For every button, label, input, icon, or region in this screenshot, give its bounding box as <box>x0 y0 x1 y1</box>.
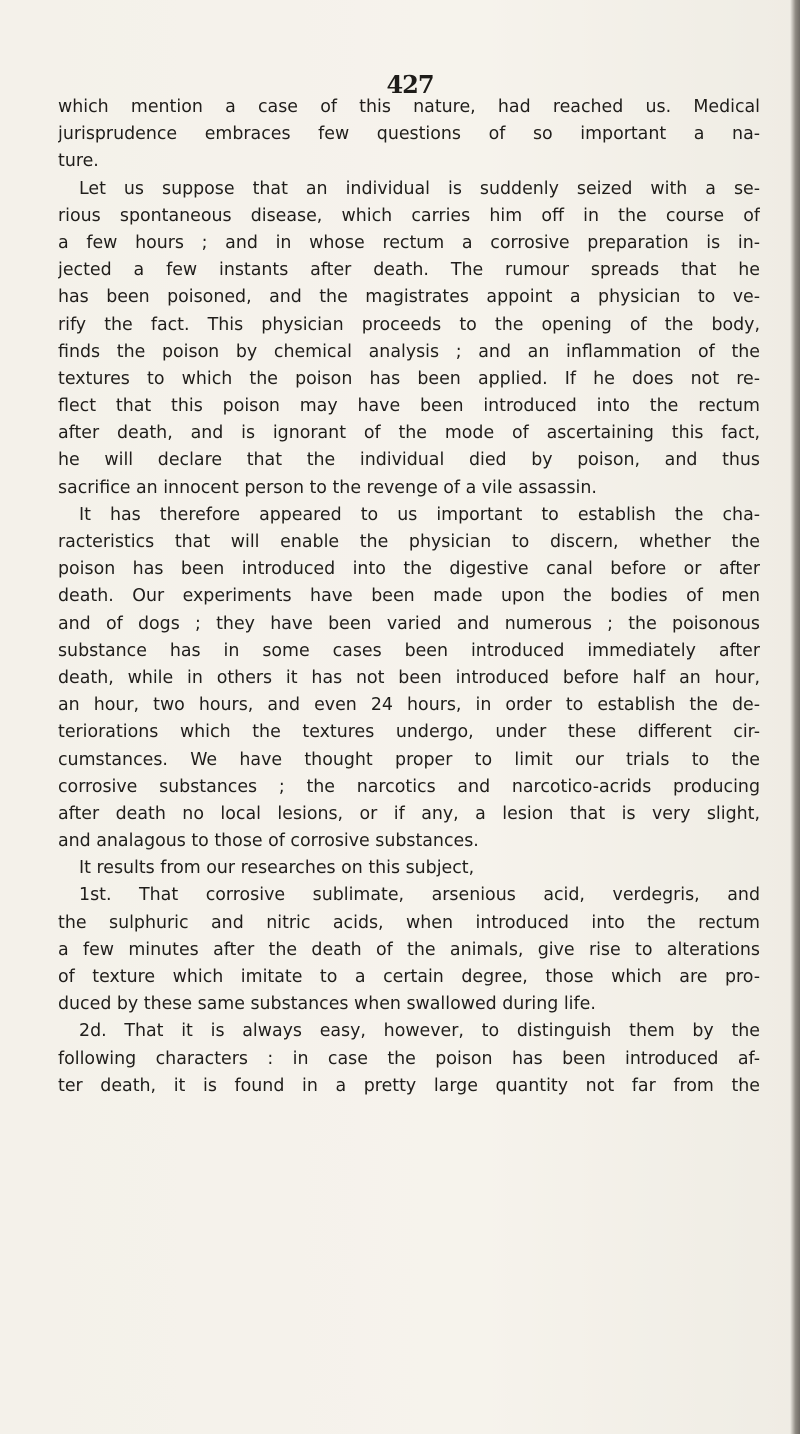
text-line: finds the poison by chemical analysis ; and an inflammation of the <box>58 341 760 362</box>
text-line: rious spontaneous disease, which carries him off in the course of <box>58 205 760 226</box>
text-line: ter death, it is found in a pretty large quantity not far from the <box>58 1075 760 1096</box>
body-text <box>58 94 760 1100</box>
text-line: cumstances. We have thought proper to limit our trials to the <box>58 749 760 770</box>
text-line: has been poisoned, and the magistrates appoint a physician to ve- <box>58 287 760 308</box>
text-line: which mention a case of this nature, had reached us. Medical <box>58 97 760 117</box>
text-line: a few minutes after the death of the animals, give rise to alterations <box>58 939 760 960</box>
text-line: sacrifice an innocent person to the revenge of a vile assassin. <box>58 477 597 498</box>
text-line: ture. <box>58 151 99 172</box>
text-line: of texture which imitate to a certain degree, those which are pro- <box>58 967 760 987</box>
text-line: rify the fact. This physician proceeds to the opening of the body, <box>58 314 760 335</box>
text-line: after death no local lesions, or if any, a lesion that is very slight, <box>58 803 760 824</box>
text-line: after death, and is ignorant of the mode of ascertaining this fact, <box>58 423 760 444</box>
text-line: jected a few instants after death. The rumour spreads that he <box>58 260 760 281</box>
text-line: poison has been introduced into the digestive canal before or after <box>58 559 760 580</box>
text-line: teriorations which the textures undergo, under these different cir- <box>58 722 760 743</box>
text-line: death. Our experiments have been made upon the bodies of men <box>58 586 760 607</box>
text-line: corrosive substances ; the narcotics and narcotico-acrids producing <box>58 776 760 797</box>
page-edge-shadow <box>790 0 800 1434</box>
page-number: 427 <box>386 70 434 99</box>
text-line: the sulphuric and nitric acids, when introduced into the rectum <box>58 912 760 933</box>
text-line: flect that this poison may have been introduced into the rectum <box>58 396 760 417</box>
text-line: 2d. That it is always easy, however, to distinguish them by the <box>79 1021 760 1042</box>
text-line: It results from our researches on this subject, <box>79 858 475 879</box>
text-line: 1st. That corrosive sublimate, arsenious acid, verdegris, and <box>79 885 760 906</box>
text-line: It has therefore appeared to us important to establish the cha- <box>79 504 760 525</box>
text-line: duced by these same substances when swallowed during life. <box>58 994 596 1015</box>
text-line: following characters : in case the poison has been introduced af- <box>58 1048 760 1069</box>
text-line: textures to which the poison has been applied. If he does not re- <box>58 368 760 389</box>
text-line: jurisprudence embraces few questions of so important a na- <box>58 124 760 145</box>
text-line: he will declare that the individual died by poison, and thus <box>58 450 760 471</box>
text-line: substance has in some cases been introduced immediately after <box>58 640 760 661</box>
text-line: Let us suppose that an individual is suddenly seized with a se- <box>79 178 760 199</box>
text-line: a few hours ; and in whose rectum a corrosive preparation is in- <box>58 232 760 253</box>
text-line: an hour, two hours, and even 24 hours, in order to establish the de- <box>58 695 760 716</box>
text-line: and of dogs ; they have been varied and numerous ; the poisonous <box>58 613 760 634</box>
text-line: racteristics that will enable the physician to discern, whether the <box>58 532 760 552</box>
text-line: death, while in others it has not been introduced before half an hour, <box>58 667 760 688</box>
text-line: and analagous to those of corrosive substances. <box>58 831 479 852</box>
